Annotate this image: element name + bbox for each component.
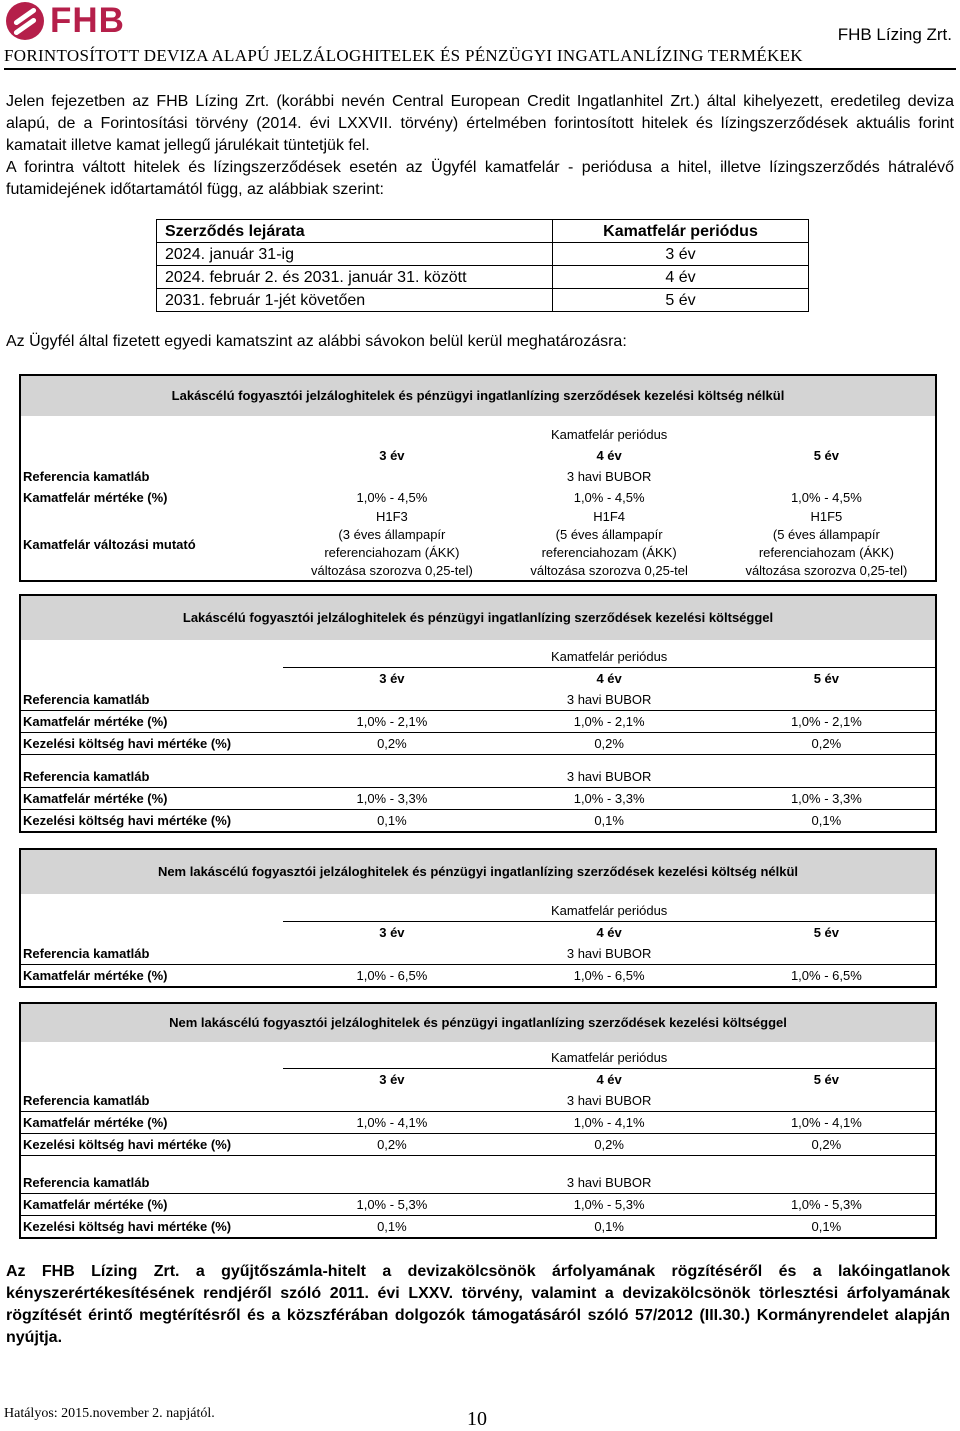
indicator-value bbox=[283, 508, 500, 580]
period-cell: 4 év bbox=[553, 266, 809, 289]
fee-value: 0,2% bbox=[283, 733, 500, 755]
margin-label: Kamatfelár mértéke (%) bbox=[21, 788, 283, 810]
ref-rate-value: 3 havi BUBOR bbox=[566, 469, 652, 484]
indicator-code: H1F3 bbox=[376, 509, 408, 524]
margin-value: 1,0% - 3,3% bbox=[501, 788, 718, 810]
year-header: 4 év bbox=[596, 448, 622, 463]
rate-table bbox=[21, 416, 935, 580]
indicator-line: (5 éves állampapír bbox=[555, 527, 663, 542]
margin-value: 1,0% - 4,5% bbox=[573, 490, 645, 505]
indicator-line: változása szorozva 0,25-tel bbox=[530, 563, 688, 578]
indicator-line: referenciahozam (ÁKK) bbox=[324, 545, 460, 560]
fee-value: 0,2% bbox=[501, 733, 718, 755]
indicator-code: H1F4 bbox=[593, 509, 626, 524]
year-header: 3 év bbox=[379, 925, 405, 940]
margin-label: Kamatfelár mértéke (%) bbox=[23, 968, 168, 983]
year-header: 3 év bbox=[379, 448, 405, 463]
year-header: 4 év bbox=[596, 671, 622, 686]
rate-box-residential-with-fee bbox=[19, 594, 937, 833]
intro-paragraph: Jelen fejezetben az FHB Lízing Zrt. (korábbi nevén Central European Credit Ingatlanhitel Zrt.) által kihelyezett, eredetileg deviza alapú, de a Forintosítási törvény (2014. évi LXXVII. törvény) értelmében forintosított hitelek és lízingszerződések aktuális forint kamatait illetve kamat jellegű járulékait tüntetjük fel. bbox=[6, 93, 954, 154]
ref-rate-value: 3 havi BUBOR bbox=[283, 689, 935, 711]
fee-label: Kezelési költség havi mértéke (%) bbox=[21, 733, 283, 755]
margin-value: 1,0% - 5,3% bbox=[718, 1194, 935, 1216]
margin-label: Kamatfelár mértéke (%) bbox=[21, 711, 283, 733]
table-row bbox=[157, 266, 809, 289]
box-title: Nem lakáscélú fogyasztói jelzáloghitelek és pénzügyi ingatlanlízing szerződések kezelési költséggel bbox=[21, 1004, 935, 1042]
fee-value: 0,1% bbox=[377, 813, 407, 828]
fee-value: 0,1% bbox=[594, 1219, 624, 1234]
term-period-table bbox=[156, 219, 809, 312]
indicator-value bbox=[501, 508, 718, 580]
margin-value: 1,0% - 2,1% bbox=[718, 711, 935, 733]
expiry-cell: 2024. január 31-ig bbox=[157, 243, 553, 266]
year-header: 4 év bbox=[596, 925, 622, 940]
fee-value: 0,1% bbox=[811, 813, 842, 828]
rate-box-non-residential-with-fee bbox=[19, 1002, 937, 1239]
period-cell: 3 év bbox=[553, 243, 809, 266]
indicator-code: H1F5 bbox=[810, 509, 843, 524]
period-paragraph: A forintra váltott hitelek és lízingszerződések esetén az Ügyfél kamatfelár - periódusa a hitel, illetve lízingszerződés hátralévő futamidejének időtartamától függ, az alábbiak szerint: bbox=[6, 159, 954, 198]
ref-rate-value: 3 havi BUBOR bbox=[283, 766, 935, 788]
box-title: Nem lakáscélú fogyasztói jelzáloghitelek és pénzügyi ingatlanlízing szerződések kezelési költség nélkül bbox=[21, 850, 935, 894]
margin-value: 1,0% - 6,5% bbox=[356, 968, 428, 983]
fee-value: 0,2% bbox=[718, 733, 935, 755]
fee-label: Kezelési költség havi mértéke (%) bbox=[21, 1134, 283, 1156]
indicator-line: változása szorozva 0,25-tel) bbox=[745, 563, 908, 578]
box-title: Lakáscélú fogyasztói jelzáloghitelek és pénzügyi ingatlanlízing szerződések kezelési költséggel bbox=[21, 596, 935, 640]
period-cell: 5 év bbox=[553, 289, 809, 312]
fhb-logo-text: FHB bbox=[50, 1, 125, 40]
year-header: 5 év bbox=[813, 448, 840, 463]
period-header: Kamatfelár periódus bbox=[283, 1047, 935, 1069]
margin-value: 1,0% - 5,3% bbox=[283, 1194, 500, 1216]
fee-label: Kezelési költség havi mértéke (%) bbox=[23, 1219, 232, 1234]
fhb-logo-mark-icon bbox=[6, 2, 44, 40]
margin-label: Kamatfelár mértéke (%) bbox=[23, 490, 168, 505]
ref-rate-value: 3 havi BUBOR bbox=[283, 1172, 935, 1194]
margin-value: 1,0% - 2,1% bbox=[283, 711, 500, 733]
rate-table bbox=[21, 894, 935, 986]
fee-value: 0,1% bbox=[377, 1219, 407, 1234]
ref-rate-label: Referencia kamatláb bbox=[21, 943, 283, 965]
margin-value: 1,0% - 4,5% bbox=[356, 490, 428, 505]
rate-table bbox=[21, 1042, 935, 1237]
fee-value: 0,2% bbox=[501, 1134, 718, 1156]
fee-value: 0,1% bbox=[811, 1219, 842, 1234]
indicator-label: Kamatfelár változási mutató bbox=[23, 536, 196, 552]
legal-basis-paragraph: Az FHB Lízing Zrt. a gyűjtőszámla-hitelt a devizakölcsönök árfolyamának rögzítéséről és a lakóingatlanok kényszerértékesítésének rendjéről szóló 2011. évi LXXV. törvény, valamint a devizakölcsönök törlesztési árfolyamának rögzítését érintő megtérítésről és a közszférában dolgozók támogatásáról szóló 57/2012 (III.30.) Kormányrendelet alapján nyújtja. bbox=[6, 1263, 950, 1346]
header-divider bbox=[4, 68, 956, 70]
year-header: 5 év bbox=[813, 925, 840, 940]
fee-value: 0,2% bbox=[283, 1134, 500, 1156]
margin-value: 1,0% - 2,1% bbox=[501, 711, 718, 733]
period-header: Kamatfelár periódus bbox=[550, 427, 668, 442]
ref-rate-value: 3 havi BUBOR bbox=[283, 1090, 935, 1112]
document-header-title: FORINTOSÍTOTT DEVIZA ALAPÚ JELZÁLOGHITELEK ÉS PÉNZÜGYI INGATLANLÍZING TERMÉKEK bbox=[4, 46, 803, 65]
page-number: 10 bbox=[467, 1408, 487, 1430]
column-header-period: Kamatfelár periódus bbox=[553, 220, 809, 243]
margin-value: 1,0% - 4,1% bbox=[718, 1112, 935, 1134]
year-header: 3 év bbox=[379, 1072, 405, 1087]
ref-rate-value: 3 havi BUBOR bbox=[283, 943, 935, 965]
indicator-line: változása szorozva 0,25-tel) bbox=[310, 563, 473, 578]
margin-value: 1,0% - 3,3% bbox=[283, 788, 500, 810]
indicator-value bbox=[718, 508, 935, 580]
ref-rate-label: Referencia kamatláb bbox=[21, 1090, 283, 1112]
rate-table bbox=[21, 640, 935, 831]
fhb-logo bbox=[6, 2, 130, 40]
indicator-line: referenciahozam (ÁKK) bbox=[541, 545, 677, 560]
rate-box-residential-no-fee bbox=[19, 374, 937, 582]
margin-value: 1,0% - 4,1% bbox=[501, 1112, 718, 1134]
rate-intro-text: Az Ügyfél által fizetett egyedi kamatszint az alábbi sávokon belül kerül meghatározásra: bbox=[6, 333, 627, 350]
box-title: Lakáscélú fogyasztói jelzáloghitelek és pénzügyi ingatlanlízing szerződések kezelési költség nélkül bbox=[21, 376, 935, 416]
table-row bbox=[157, 289, 809, 312]
margin-value: 1,0% - 5,3% bbox=[501, 1194, 718, 1216]
year-header: 3 év bbox=[379, 671, 405, 686]
margin-value: 1,0% - 4,5% bbox=[790, 490, 862, 505]
indicator-line: referenciahozam (ÁKK) bbox=[758, 545, 894, 560]
year-header: 5 év bbox=[813, 671, 840, 686]
column-header-expiry: Szerződés lejárata bbox=[157, 220, 553, 243]
expiry-cell: 2031. február 1-jét követően bbox=[157, 289, 553, 312]
margin-value: 1,0% - 3,3% bbox=[718, 788, 935, 810]
year-header: 5 év bbox=[813, 1072, 840, 1087]
period-header: Kamatfelár periódus bbox=[283, 900, 935, 922]
expiry-cell: 2024. február 2. és 2031. január 31. között bbox=[157, 266, 553, 289]
year-header: 4 év bbox=[596, 1072, 622, 1087]
indicator-line: (3 éves állampapír bbox=[338, 527, 446, 542]
fee-label: Kezelési költség havi mértéke (%) bbox=[23, 813, 232, 828]
validity-date: Hatályos: 2015.november 2. napjától. bbox=[4, 1406, 215, 1421]
margin-label: Kamatfelár mértéke (%) bbox=[21, 1194, 283, 1216]
indicator-line: (5 éves állampapír bbox=[772, 527, 880, 542]
margin-value: 1,0% - 4,1% bbox=[283, 1112, 500, 1134]
rate-box-non-residential-no-fee bbox=[19, 848, 937, 988]
ref-rate-label: Referencia kamatláb bbox=[23, 469, 150, 484]
table-header-row bbox=[157, 220, 809, 243]
period-header: Kamatfelár periódus bbox=[283, 646, 935, 668]
fee-value: 0,2% bbox=[718, 1134, 935, 1156]
margin-value: 1,0% - 6,5% bbox=[573, 968, 645, 983]
fee-value: 0,1% bbox=[594, 813, 624, 828]
company-name: FHB Lízing Zrt. bbox=[837, 25, 952, 44]
ref-rate-label: Referencia kamatláb bbox=[21, 1172, 283, 1194]
margin-value: 1,0% - 6,5% bbox=[790, 968, 862, 983]
ref-rate-label: Referencia kamatláb bbox=[21, 766, 283, 788]
table-row bbox=[157, 243, 809, 266]
ref-rate-label: Referencia kamatláb bbox=[21, 689, 283, 711]
margin-label: Kamatfelár mértéke (%) bbox=[21, 1112, 283, 1134]
